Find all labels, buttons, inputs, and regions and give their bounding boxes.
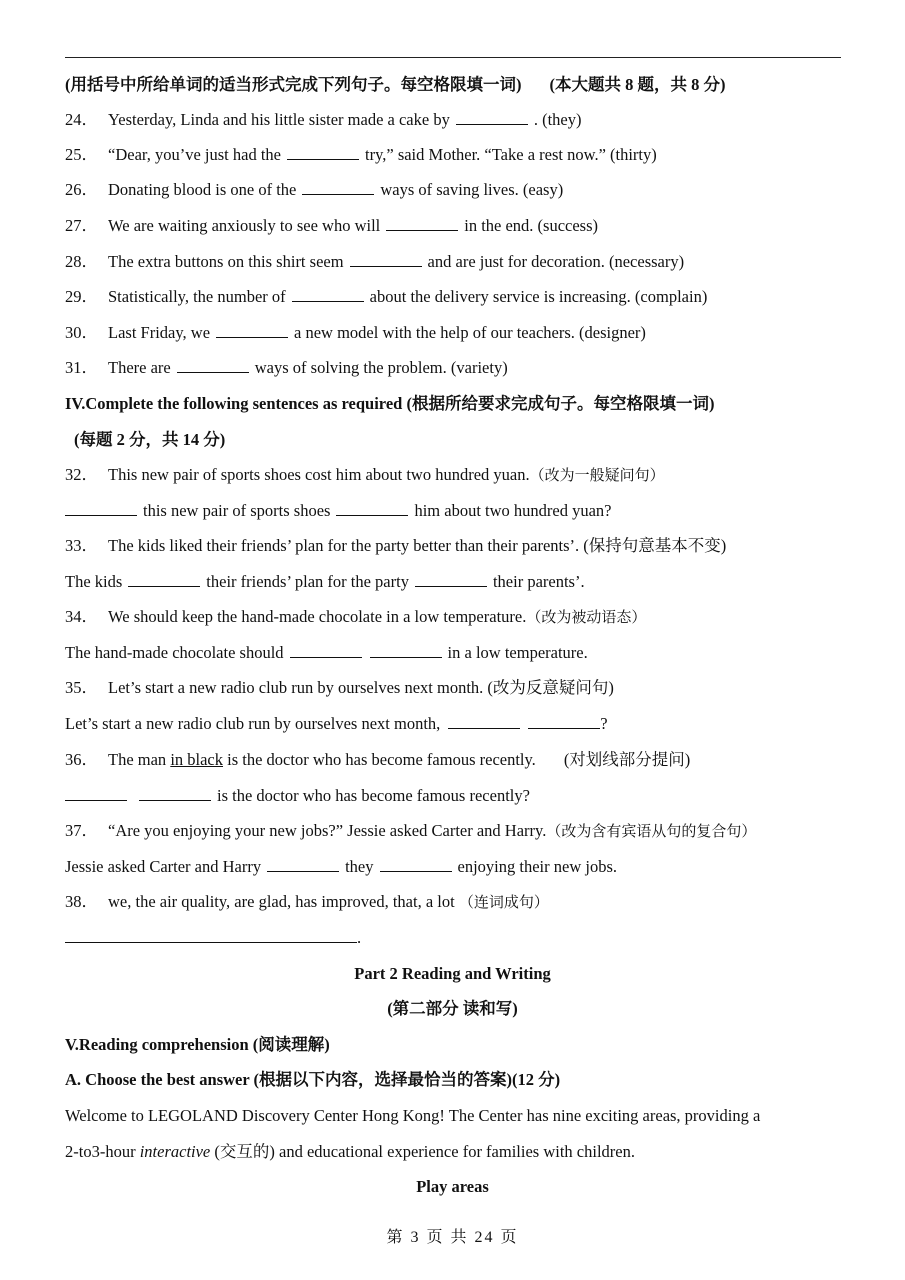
answer-blank[interactable] [65,501,137,516]
question-24: 24． Yesterday, Linda and his little sister made a cake by . (they) [65,110,582,129]
question-33: 33． The kids liked their friends’ plan for the party better than their parents’. (保持句意基本不变) [65,536,727,555]
answer-36: is the doctor who has become famous recently? [65,786,530,806]
top-divider [65,57,841,58]
question-29: 29． Statistically, the number of about the delivery service is increasing. (complain) [65,287,708,306]
answer-33: The kids their friends’ plan for the party their parents’. [65,572,585,591]
answer-blank[interactable] [139,786,211,801]
question-30: 30． Last Friday, we a new model with the help of our teachers. (designer) [65,323,646,342]
answer-blank[interactable] [386,216,458,231]
answer-blank[interactable] [216,323,288,338]
answer-blank[interactable] [65,786,127,801]
answer-35: Let’s start a new radio club run by ourselves next month, ? [65,714,608,733]
question-34: 34． We should keep the hand-made chocolate in a low temperature.（改为被动语态） [65,607,647,626]
answer-blank[interactable] [528,714,600,729]
answer-37: Jessie asked Carter and Harry they enjoying their new jobs. [65,857,617,876]
question-28: 28． The extra buttons on this shirt seem and are just for decoration. (necessary) [65,252,685,271]
answer-blank[interactable] [415,572,487,587]
question-38: 38． we, the air quality, are glad, has improved, that, a lot （连词成句） [65,892,549,911]
question-32: 32． This new pair of sports shoes cost him about two hundred yuan.（改为一般疑问句） [65,465,665,484]
answer-blank[interactable] [287,145,359,160]
section5-title: V.Reading comprehension (阅读理解) [65,1035,330,1054]
answer-blank[interactable] [290,643,362,658]
answer-line[interactable] [65,928,357,943]
answer-blank[interactable] [456,110,528,125]
section3-header [65,75,726,95]
answer-32: this new pair of sports shoes him about two hundred yuan? [65,501,612,521]
passage-line-2: 2-to3-hour interactive (交互的) and educational experience for families with children. [65,1142,635,1161]
section4-score: (每题 2 分，共 14 分) [74,430,226,449]
underlined-phrase: in black [170,750,224,769]
answer-blank[interactable] [380,857,452,872]
question-25: 25． “Dear, you’ve just had the try,” said Mother. “Take a rest now.” (thirty) [65,145,657,164]
answer-38: . [65,928,361,948]
question-27: 27． We are waiting anxiously to see who will in the end. (success) [65,216,599,235]
answer-34: The hand-made chocolate should in a low temperature. [65,643,588,662]
question-31: 31． There are ways of solving the problem. (variety) [65,358,508,377]
section3-score: (本大题共 8 题，共 8 分) [549,75,726,94]
section-a-title: A. Choose the best answer (根据以下内容，选择最恰当的答案)(12 分) [65,1070,561,1089]
question-26: 26． Donating blood is one of the ways of saving lives. (easy) [65,180,564,199]
part2-title: Part 2 Reading and Writing [354,964,551,983]
question-37: 37． “Are you enjoying your new jobs?” Jessie asked Carter and Harry.（改为含有宾语从句的复合句） [65,821,757,840]
question-35: 35． Let’s start a new radio club run by ourselves next month. (改为反意疑问句) [65,678,614,697]
answer-blank[interactable] [370,643,442,658]
answer-blank[interactable] [267,857,339,872]
section3-instruction: (用括号中所给单词的适当形式完成下列句子。每空格限填一词) [65,75,522,94]
question-36: 36． The man in black is the doctor who has become famous recently. (对划线部分提问) [65,750,691,769]
answer-blank[interactable] [336,501,408,516]
page-footer: 第 3 页 共 24 页 [386,1229,519,1246]
section4-title: IV.Complete the following sentences as required (根据所给要求完成句子。每空格限填一词) [65,394,715,413]
answer-blank[interactable] [350,252,422,267]
answer-blank[interactable] [302,180,374,195]
answer-blank[interactable] [292,287,364,302]
play-areas-heading: Play areas [416,1177,489,1196]
answer-blank[interactable] [128,572,200,587]
answer-blank[interactable] [448,714,520,729]
passage-line-1: Welcome to LEGOLAND Discovery Center Hong Kong! The Center has nine exciting areas, providing a [65,1106,761,1125]
answer-blank[interactable] [177,358,249,373]
part2-chinese-title: (第二部分 读和写) [387,999,518,1018]
